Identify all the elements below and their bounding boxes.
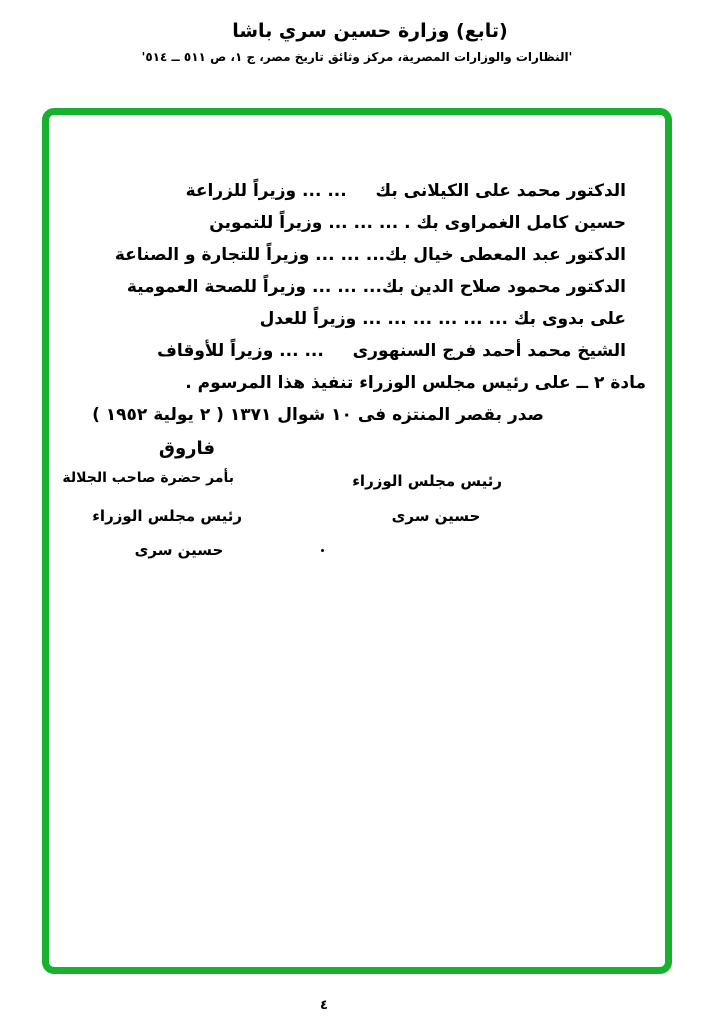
decree-body	[42, 175, 672, 431]
minister-line: الدكتور محمد على الكيلانى بك ... ... وزيراً للزراعة	[185, 181, 626, 201]
minister-line: الدكتور عبد المعطى خيال بك... ... ... وزيراً للتجارة و الصناعة	[114, 245, 626, 265]
pm-title-left: رئيس مجلس الوزراء	[92, 507, 242, 525]
page-number: ٤	[320, 998, 328, 1013]
royal-signature: فاروق	[158, 438, 216, 459]
source-citation: 'النظارات والوزارات المصرية، مركز وثائق تاريخ مصر، ج ١، ص ٥١١ ــ ٥١٤'	[141, 50, 573, 64]
page-title: (تابع) وزارة حسين سري باشا	[232, 20, 508, 42]
minister-line: على بدوى بك ... ... ... ... ... ... وزيراً للعدل	[259, 309, 626, 329]
minister-line: الشيخ محمد أحمد فرج السنهورى ... ... وزيراً للأوقاف	[157, 341, 626, 361]
article-line: مادة ٢ ــ على رئيس مجلس الوزراء تنفيذ هذا المرسوم .	[185, 373, 646, 393]
document-header	[0, 20, 714, 64]
pm-name-left: حسين سرى	[134, 541, 224, 559]
ink-dot	[321, 549, 324, 552]
minister-line: حسين كامل الغمراوى بك . ... ... ... وزيراً للتموين	[209, 213, 626, 233]
minister-line: الدكتور محمود صلاح الدين بك... ... ... وزيراً للصحة العمومية	[126, 277, 626, 297]
pm-name-right: حسين سرى	[391, 507, 481, 525]
pm-title-right: رئيس مجلس الوزراء	[352, 472, 502, 490]
royal-authority-line: بأمر حضرة صاحب الجلالة	[62, 470, 234, 486]
issuance-line: صدر بقصر المنتزه فى ١٠ شوال ١٣٧١ ( ٢ يولية ١٩٥٢ )	[92, 405, 544, 425]
